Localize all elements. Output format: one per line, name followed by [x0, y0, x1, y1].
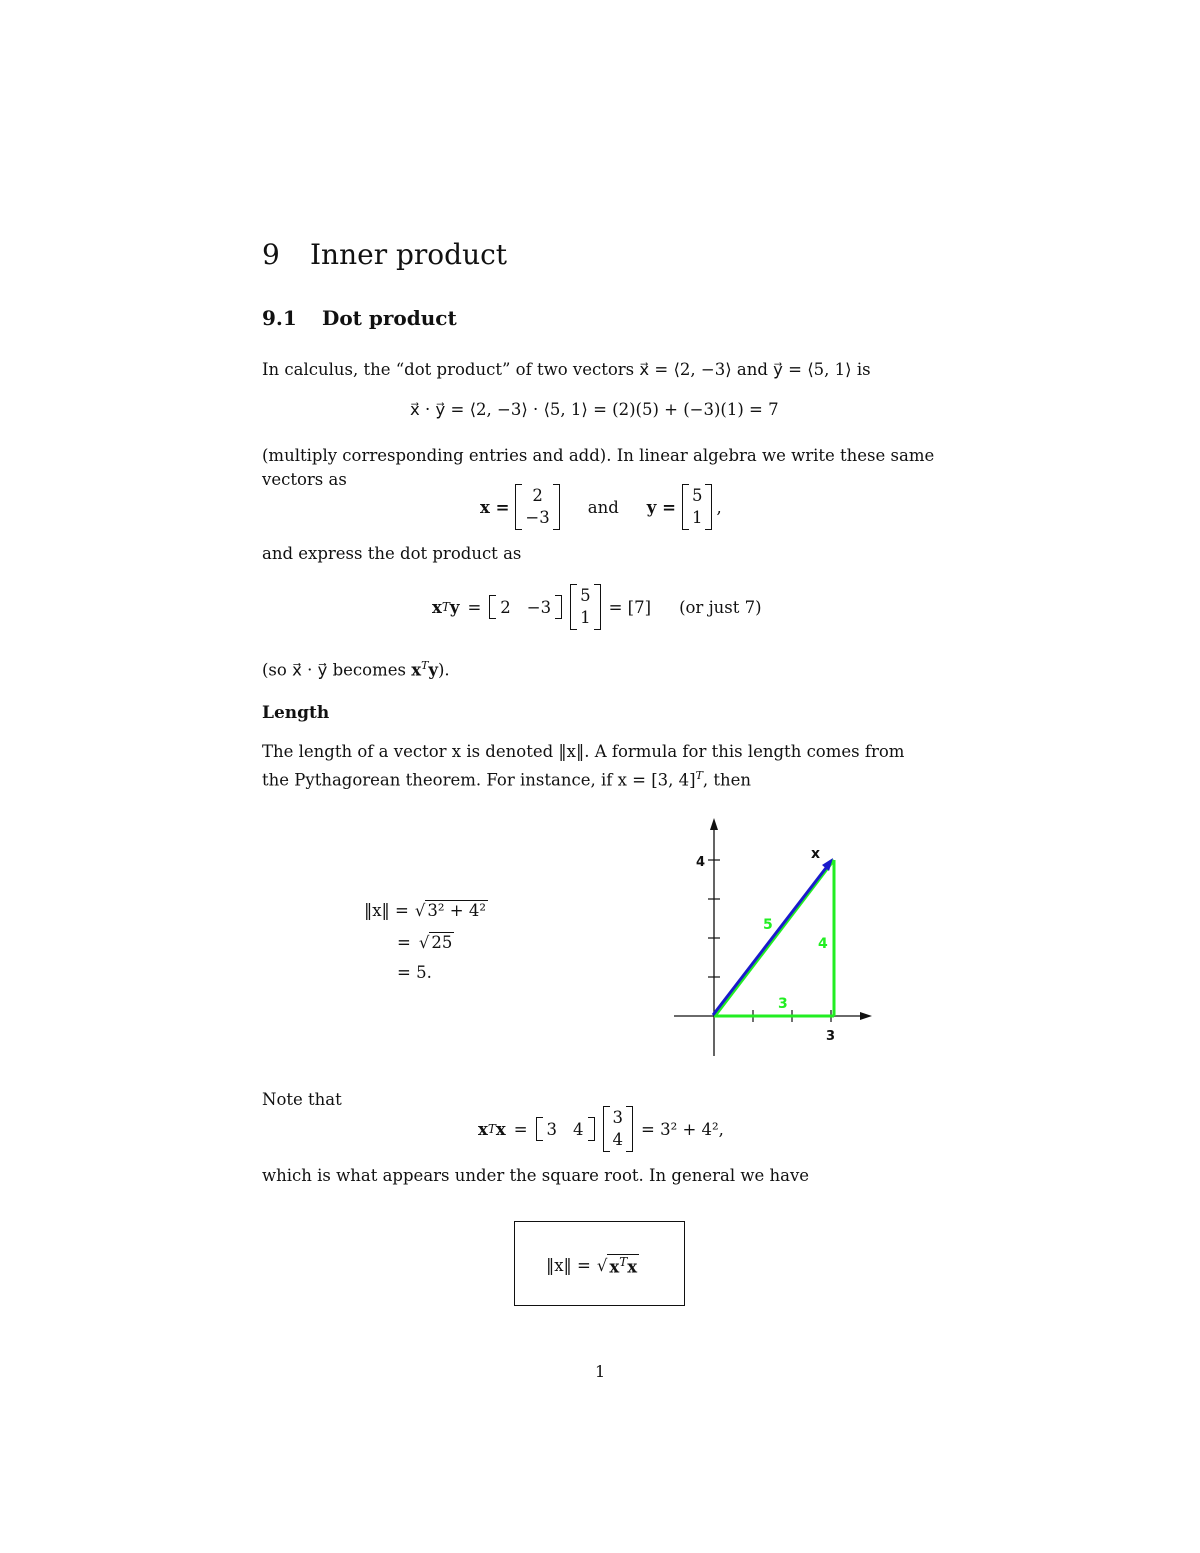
hypotenuse-label: 5: [763, 917, 773, 933]
y-column-matrix: [682, 484, 713, 530]
equation-rhs: = 3² + 4²,: [641, 1119, 724, 1139]
equation-rhs: = [7]: [608, 597, 652, 617]
vector-label: x: [811, 846, 821, 862]
transpose-sup: T: [619, 1255, 628, 1269]
row-matrix: [489, 595, 562, 619]
norm-line-1: [364, 900, 488, 920]
x-vector-lhs: x =: [480, 497, 510, 517]
section-title: Inner product: [310, 238, 508, 271]
equals-sign: =: [397, 932, 411, 952]
eq-var: x: [627, 1257, 638, 1277]
text-run: (so x⃗ · y⃗ becomes: [262, 660, 412, 680]
radicand: 25: [431, 933, 453, 952]
equals-sign: =: [513, 1119, 528, 1139]
radical-sign: √: [414, 900, 426, 920]
y-tick-label: 4: [696, 855, 706, 870]
transpose-sup: T: [421, 659, 429, 672]
hypotenuse-side: [715, 860, 834, 1016]
horizontal-side-label: 3: [778, 996, 788, 1012]
matrix-entry: 1: [580, 608, 591, 627]
section-number: 9: [262, 238, 280, 271]
radical-sign: √: [596, 1255, 608, 1275]
matrix-entry: −3: [525, 508, 550, 527]
matrix-entry: 3: [546, 1119, 558, 1139]
transpose-product-equation: [432, 584, 762, 630]
eq-var: x: [495, 1119, 506, 1139]
paragraph-line: The length of a vector x is denoted ‖x‖. A formula for this length comes from: [262, 742, 905, 761]
matrix-entry: 5: [580, 586, 591, 605]
boxed-formula-text: [546, 1254, 639, 1277]
transpose-sup: T: [695, 769, 703, 782]
transpose-sup: T: [441, 600, 450, 614]
general-paragraph: which is what appears under the square root. In general we have: [262, 1166, 810, 1185]
text-run: ).: [438, 660, 450, 680]
norm-lhs: ‖x‖ =: [364, 900, 409, 920]
paragraph-line: vectors as: [262, 470, 347, 489]
matrix-entry: 4: [573, 1119, 584, 1139]
matrix-entry: 4: [612, 1130, 624, 1149]
eq-var: x: [432, 597, 442, 617]
row-matrix: [536, 1117, 595, 1141]
matrix-entry: 2: [532, 486, 543, 505]
text-run: the Pythagorean theorem. For instance, if x = [3, 4]: [262, 770, 696, 790]
y-axis-arrow: [710, 818, 718, 830]
intro-paragraph: In calculus, the “dot product” of two vectors x⃗ = ⟨2, −3⟩ and y⃗ = ⟨5, 1⟩ is: [262, 360, 871, 379]
x-axis-arrow: [860, 1012, 872, 1020]
matrix-entry: 2: [500, 597, 511, 617]
eq-var: x: [609, 1257, 620, 1277]
matrix-entry: 3: [612, 1108, 624, 1127]
eq-var: x: [478, 1119, 488, 1139]
subsection-number: 9.1: [262, 306, 297, 330]
dot-product-equation: x⃗ · y⃗ = ⟨2, −3⟩ · ⟨5, 1⟩ = (2)(5) + (−3)(1) = 7: [410, 400, 779, 419]
column-vectors-equation: [480, 484, 722, 530]
equation-note: (or just 7): [679, 597, 762, 617]
and-word: and: [587, 497, 619, 517]
radicand: [607, 1254, 639, 1277]
radical-sign: √: [418, 932, 430, 952]
x-column-matrix: [515, 484, 559, 530]
matrix-entry: −3: [526, 597, 552, 617]
text-run: y: [428, 660, 438, 680]
radicand: 3² + 4²: [427, 901, 486, 920]
length-paragraph: [262, 740, 952, 793]
text-run: x: [411, 660, 422, 680]
column-matrix: [603, 1106, 634, 1152]
paragraph-line: [262, 764, 952, 793]
norm-lhs: ‖x‖ =: [546, 1255, 591, 1275]
column-matrix: [570, 584, 601, 630]
xtx-equation: [478, 1106, 724, 1152]
transpose-sup: T: [487, 1122, 496, 1136]
so-paragraph: [262, 654, 450, 683]
note-paragraph: Note that: [262, 1090, 342, 1109]
length-heading: Length: [262, 703, 330, 723]
text-run: , then: [702, 770, 752, 790]
page-number: 1: [595, 1362, 606, 1381]
pythagorean-diagram: [668, 812, 880, 1062]
trailing-comma: ,: [716, 497, 722, 517]
matrix-entry: 1: [691, 508, 703, 527]
norm-line-2: [397, 932, 454, 952]
norm-line-3: = 5.: [397, 963, 432, 982]
express-paragraph: and express the dot product as: [262, 544, 522, 563]
paragraph-line: (multiply corresponding entries and add). In linear algebra we write these same: [262, 446, 935, 465]
eq-var: y: [449, 597, 460, 617]
x-tick-label: 3: [826, 1029, 836, 1044]
y-vector-lhs: y =: [646, 497, 676, 517]
matrix-entry: 5: [691, 486, 703, 505]
equals-sign: =: [467, 597, 482, 617]
subsection-title: Dot product: [322, 306, 457, 330]
vector-x-arrow: [713, 864, 829, 1015]
vertical-side-label: 4: [818, 936, 828, 952]
